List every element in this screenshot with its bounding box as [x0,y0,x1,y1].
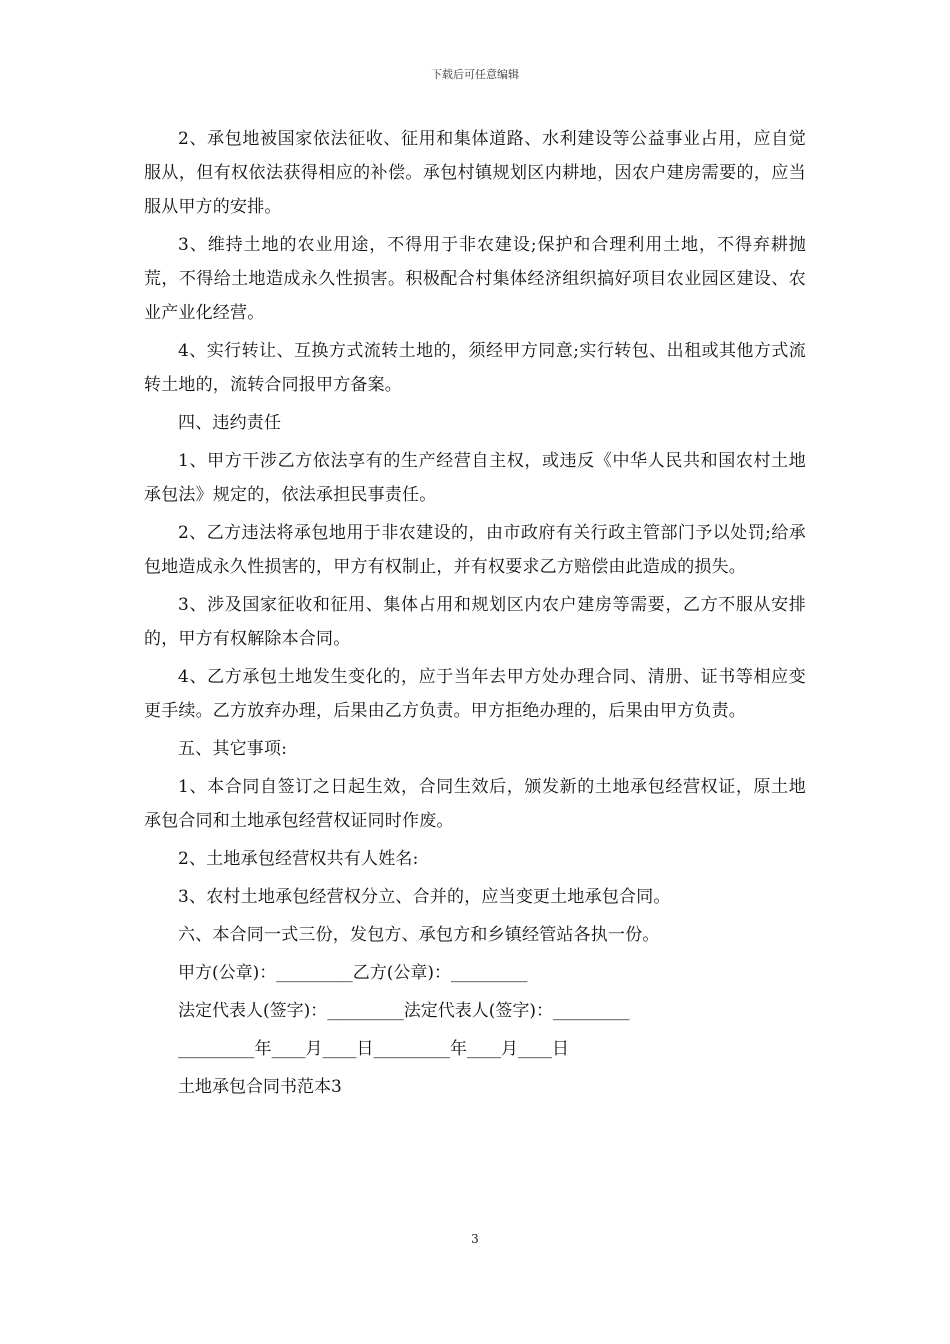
header-note: 下载后可任意编辑 [431,68,519,81]
section-heading: 五、其它事项: [178,739,288,759]
paragraph: 3、农村土地承包经营权分立、合并的，应当变更土地承包合同。 [178,887,671,907]
paragraph: 3、维持土地的农业用途，不得用于非农建设;保护和合理利用土地，不得弃耕抛荒，不得给土地造成永久性损害。积极配合村集体经济组织搞好项目农业园区建设、农业产业化经营。 [144,235,806,323]
document-body [144,122,806,1108]
page-number: 3 [471,1232,479,1246]
paragraph: 1、甲方干涉乙方依法享有的生产经营自主权，或违反《中华人民共和国农村土地承包法》规定的，依法承担民事责任。 [144,451,806,505]
paragraph: 4、乙方承包土地发生变化的，应于当年去甲方处办理合同、清册、证书等相应变更手续。乙方放弃办理，后果由乙方负责。甲方拒绝办理的，后果由甲方负责。 [144,667,806,721]
paragraph: 4、实行转让、互换方式流转土地的，须经甲方同意;实行转包、出租或其他方式流转土地的，流转合同报甲方备案。 [144,341,806,395]
paragraph: 1、本合同自签订之日起生效，合同生效后，颁发新的土地承包经营权证，原土地承包合同和土地承包经营权证同时作废。 [144,777,806,831]
paragraph: 2、承包地被国家依法征收、征用和集体道路、水利建设等公益事业占用，应自觉服从，但有权依法获得相应的补偿。承包村镇规划区内耕地，因农户建房需要的，应当服从甲方的安排。 [144,129,806,217]
paragraph: 3、涉及国家征收和征用、集体占用和规划区内农户建房等需要，乙方不服从安排的，甲方有权解除本合同。 [144,595,806,649]
paragraph: 2、乙方违法将承包地用于非农建设的，由市政府有关行政主管部门予以处罚;给承包地造成永久性损害的，甲方有权制止，并有权要求乙方赔偿由此造成的损失。 [144,523,806,577]
signature-representative-line: 法定代表人(签字)：_________法定代表人(签字)：_________ [178,1001,630,1021]
signature-date-line: _________年____月____日_________年____月____日 [178,1039,569,1059]
next-section-title: 土地承包合同书范本3 [178,1077,342,1097]
section-heading: 四、违约责任 [178,413,282,433]
paragraph: 六、本合同一式三份，发包方、承包方和乡镇经管站各执一份。 [178,925,660,945]
paragraph: 2、土地承包经营权共有人姓名: [178,849,419,869]
signature-party-line: 甲方(公章)：_________乙方(公章)：_________ [178,963,528,983]
